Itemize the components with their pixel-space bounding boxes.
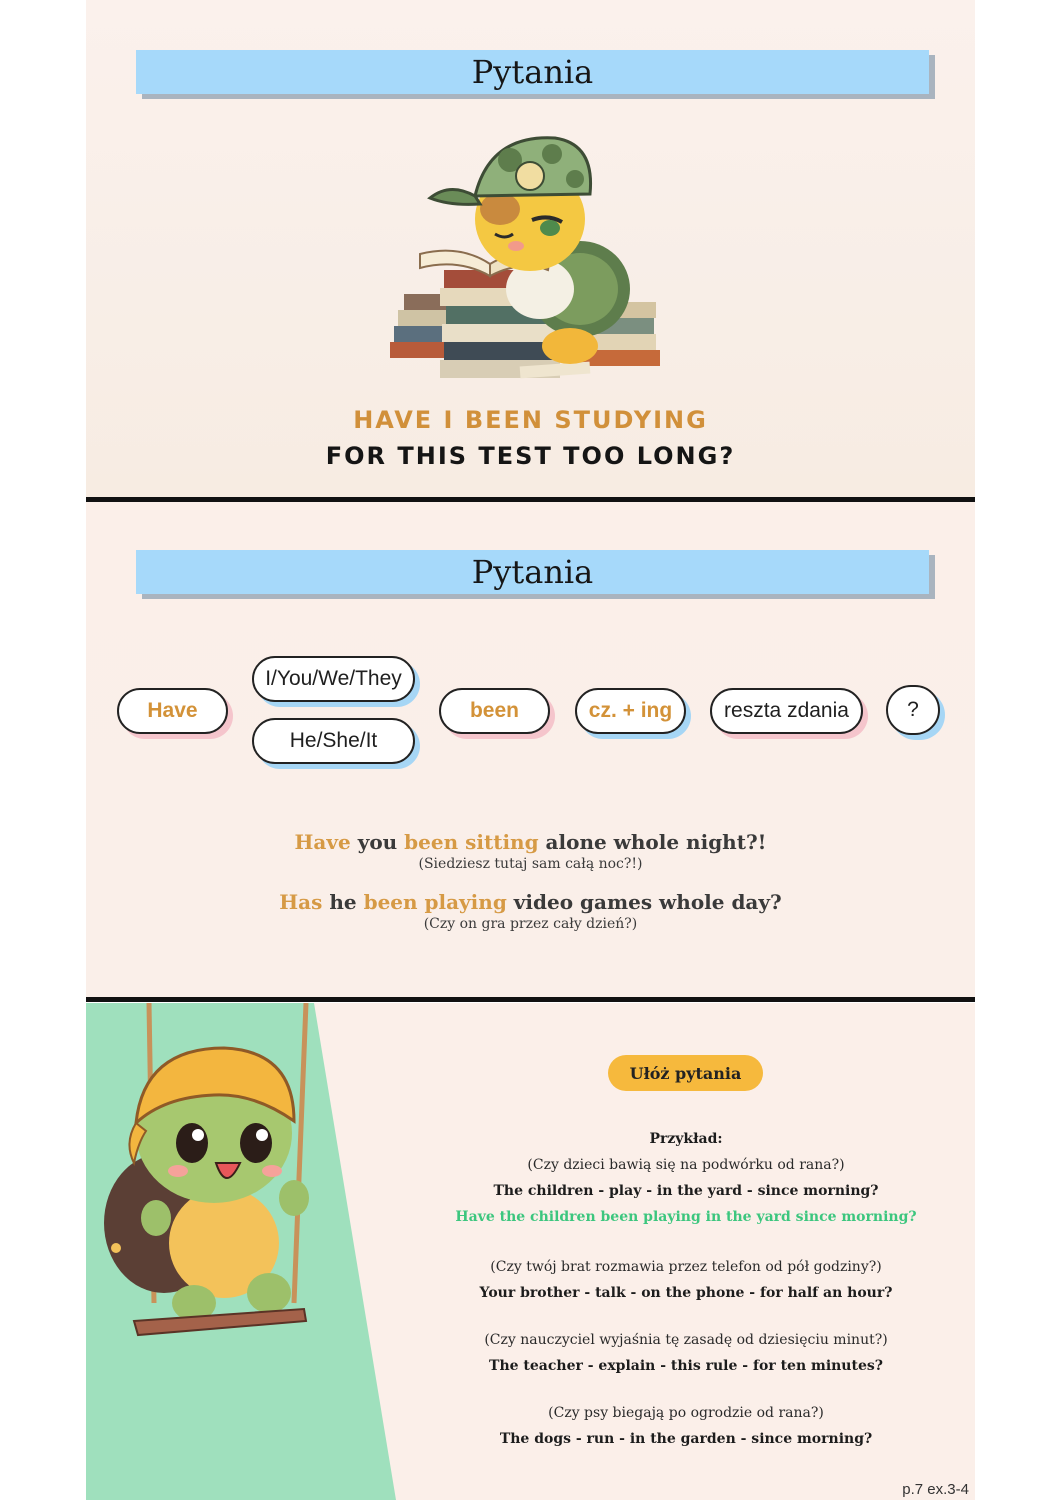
pill-rest-of-sentence: reszta zdania xyxy=(710,688,863,734)
example-1-rest: alone whole night?! xyxy=(538,830,767,854)
pill-verb-ing: cz. + ing xyxy=(575,688,686,734)
example-1-translation: (Siedziesz tutaj sam całą noc?!) xyxy=(418,856,643,872)
exercise-3-words: The dogs - run - in the garden - since morning? xyxy=(499,1431,873,1447)
exercise-2-polish: (Czy nauczyciel wyjaśnia tę zasadę od dziesięciu minut?) xyxy=(484,1332,888,1348)
pill-subject-singular: He/She/It xyxy=(252,718,415,764)
example-words: The children - play - in the yard - since morning? xyxy=(493,1183,879,1199)
example-2-sentence xyxy=(86,890,975,914)
slide-divider xyxy=(86,997,975,1002)
exercise-2-words: The teacher - explain - this rule - for ten minutes? xyxy=(489,1358,883,1374)
slide-2-title-banner xyxy=(136,550,929,594)
example-label: Przykład: xyxy=(649,1131,723,1147)
example-2-translation: (Czy on gra przez cały dzień?) xyxy=(423,916,638,932)
pill-have: Have xyxy=(117,688,228,734)
turtle-on-swing-illustration xyxy=(94,1003,314,1348)
example-2-rest: video games whole day? xyxy=(506,890,782,914)
example-1-verb: been sitting xyxy=(404,830,539,854)
example-1-aux: Have xyxy=(294,830,351,854)
example-polish: (Czy dzieci bawią się na podwórku od rana?) xyxy=(527,1157,845,1173)
pill-been: been xyxy=(439,688,550,734)
slide-1 xyxy=(86,0,975,497)
example-2 xyxy=(86,890,975,932)
pill-subject-plural: I/You/We/They xyxy=(252,656,415,702)
exercise-1-words: Your brother - talk - on the phone - for half an hour? xyxy=(479,1285,893,1301)
slide-3 xyxy=(86,1003,975,1500)
slide-2 xyxy=(86,502,975,997)
example-2-subject: he xyxy=(322,890,364,914)
page-reference: p.7 ex.3-4 xyxy=(902,1481,969,1498)
slide-1-title-banner xyxy=(136,50,929,94)
example-answer: Have the children been playing in the yard since morning? xyxy=(455,1209,917,1225)
example-1-sentence xyxy=(86,830,975,854)
example-2-verb: been playing xyxy=(363,890,507,914)
task-label-badge: Ułóż pytania xyxy=(608,1055,763,1091)
pill-question-mark: ? xyxy=(886,685,940,735)
slide-2-title: Pytania xyxy=(471,553,594,591)
example-1-subject: you xyxy=(350,830,405,854)
exercise-1-polish: (Czy twój brat rozmawia przez telefon od pół godziny?) xyxy=(490,1259,882,1275)
turtle-studying-illustration xyxy=(380,124,680,386)
example-2-aux: Has xyxy=(279,890,323,914)
slide-1-title: Pytania xyxy=(471,53,594,91)
exercise-3-polish: (Czy psy biegają po ogrodzie od rana?) xyxy=(548,1405,824,1421)
slide-1-caption-line-1: HAVE I BEEN STUDYING xyxy=(353,406,708,434)
slide-1-caption-line-2: FOR THIS TEST TOO LONG? xyxy=(325,442,736,470)
example-1 xyxy=(86,830,975,872)
